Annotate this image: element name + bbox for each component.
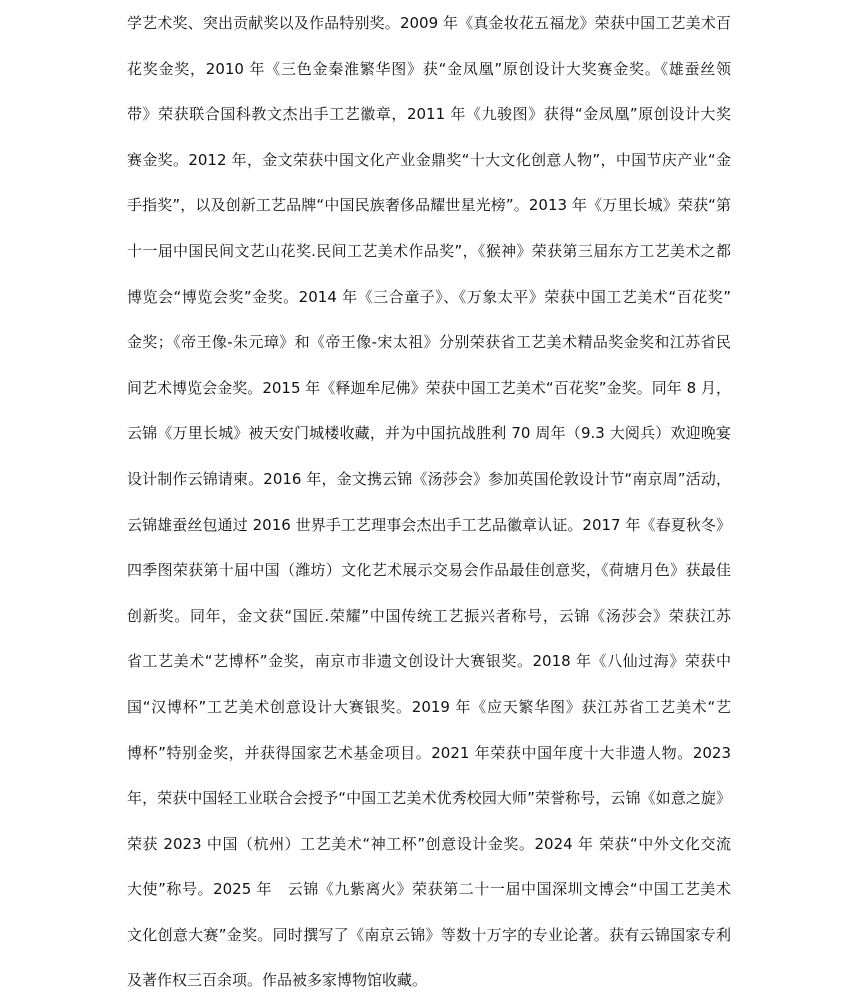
text-line: 省工艺美术“艺博杯”金奖，南京市非遗文创设计大赛银奖。2018 年《八仙过海》荣获中	[127, 652, 731, 671]
text-line: 文化创意大赛”金奖。同时撰写了《南京云锦》等数十万字的专业论著。获有云锦国家专利	[127, 925, 731, 944]
text-line: 云锦《万里长城》被天安门城楼收藏，并为中国抗战胜利 70 周年（9.3 大阅兵）欢迎晚宴	[127, 424, 731, 443]
text-line: 赛金奖。2012 年，金文荣获中国文化产业金鼎奖“十大文化创意人物”，中国节庆产业“金	[127, 150, 731, 169]
text-line: 设计制作云锦请柬。2016 年，金文携云锦《汤莎会》参加英国伦敦设计节“南京周”活动，	[127, 469, 731, 488]
text-line: 花奖金奖，2010 年《三色金秦淮繁华图》获“金凤凰”原创设计大奖赛金奖。《雄蚕丝领	[127, 59, 731, 78]
body-paragraph	[127, 0, 747, 1007]
text-line-last: 及著作权三百余项。作品被多家博物馆收藏。	[127, 971, 428, 990]
text-line: 大使”称号。2025 年 云锦《九紫离火》荣获第二十一届中国深圳文博会“中国工艺美术	[127, 880, 731, 899]
text-line: 十一届中国民间文艺山花奖.民间工艺美术作品奖”，《猴神》荣获第三届东方工艺美术之都	[127, 241, 731, 260]
text-line: 荣获 2023 中国（杭州）工艺美术“神工杯”创意设计金奖。2024 年 荣获“中外文化交流	[127, 834, 731, 853]
text-line: 金奖；《帝王像-朱元璋》和《帝王像-宋太祖》分别荣获省工艺美术精品奖金奖和江苏省民	[127, 333, 731, 352]
text-line: 博杯”特别金奖，并获得国家艺术基金项目。2021 年荣获中国年度十大非遗人物。2023	[127, 743, 731, 762]
text-line: 带》荣获联合国科教文杰出手工艺徽章，2011 年《九骏图》获得“金凤凰”原创设计大奖	[127, 105, 731, 124]
text-line: 手指奖”，以及创新工艺品牌“中国民族奢侈品耀世星光榜”。2013 年《万里长城》荣获“第	[127, 196, 731, 215]
text-line: 学艺术奖、突出贡献奖以及作品特别奖。2009 年《真金妆花五福龙》荣获中国工艺美术百	[127, 14, 731, 32]
text-line: 间艺术博览会金奖。2015 年《释迦牟尼佛》荣获中国工艺美术“百花奖”金奖。同年 8 月，	[127, 378, 731, 397]
text-line: 国“汉博杯”工艺美术创意设计大赛银奖。2019 年《应天繁华图》获江苏省工艺美术“艺	[127, 697, 731, 716]
text-line: 年，荣获中国轻工业联合会授予“中国工艺美术优秀校园大师”荣誉称号，云锦《如意之旋》	[127, 789, 731, 808]
text-line: 创新奖。同年，金文获“国匠.荣耀”中国传统工艺振兴者称号，云锦《汤莎会》荣获江苏	[127, 606, 731, 625]
text-line: 云锦雄蚕丝包通过 2016 世界手工艺理事会杰出手工艺品徽章认证。2017 年《春夏秋冬》	[127, 515, 731, 534]
text-line: 四季图荣获第十届中国（潍坊）文化艺术展示交易会作品最佳创意奖，《荷塘月色》获最佳	[127, 561, 731, 580]
text-line: 博览会“博览会奖”金奖。2014 年《三合童子》、《万象太平》荣获中国工艺美术“百花奖”	[127, 287, 731, 306]
